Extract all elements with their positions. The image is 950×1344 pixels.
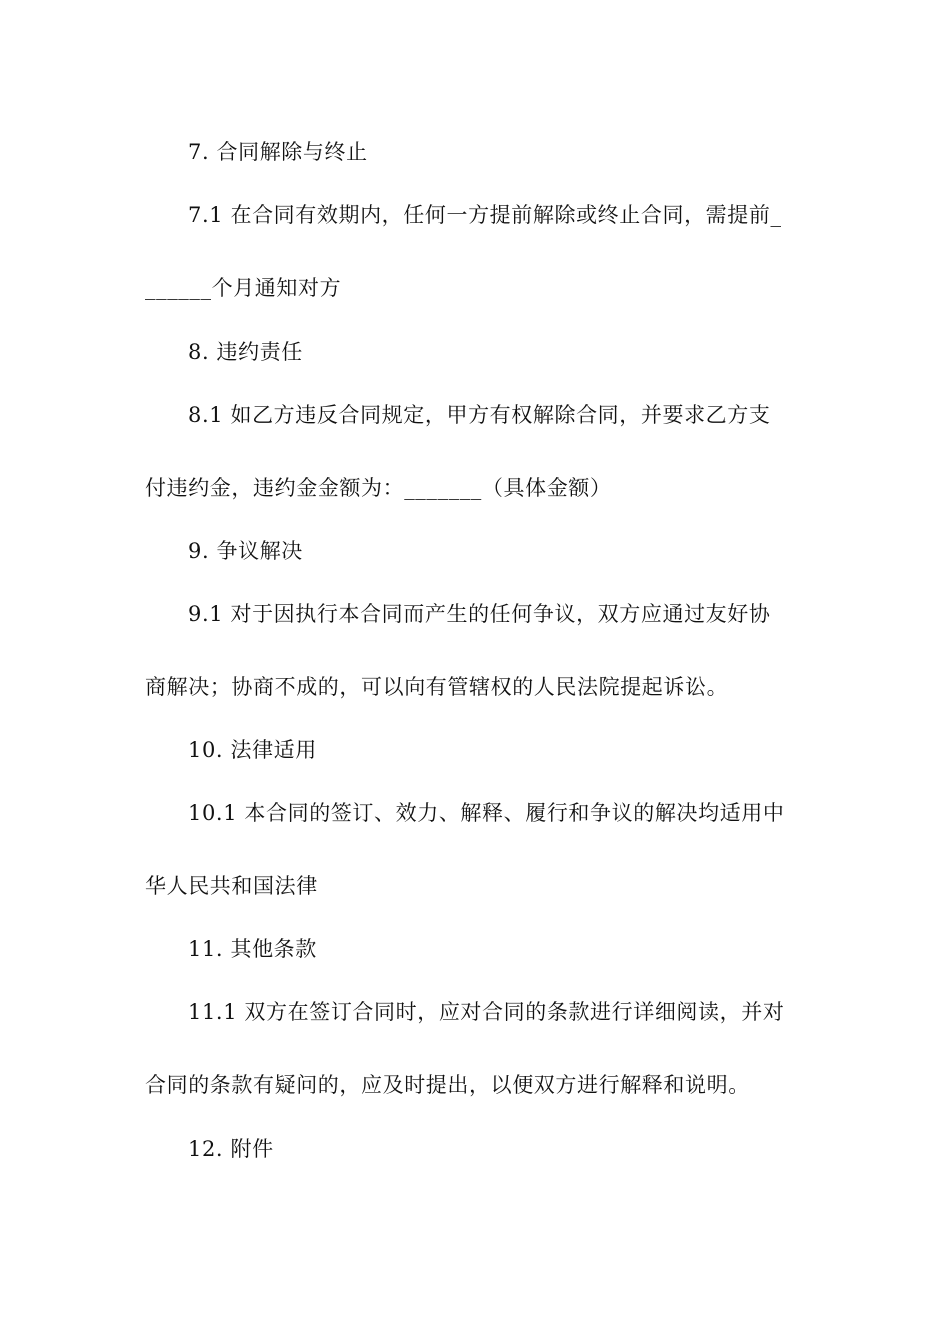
section-heading-8: 8. 违约责任 bbox=[188, 340, 303, 364]
section-heading-7: 7. 合同解除与终止 bbox=[188, 140, 368, 164]
clause-9-1-continued: 商解决；协商不成的，可以向有管辖权的人民法院提起诉讼。 bbox=[145, 675, 729, 699]
clause-11-1: 11.1 双方在签订合同时，应对合同的条款进行详细阅读，并对 bbox=[188, 1000, 785, 1024]
section-heading-10: 10. 法律适用 bbox=[188, 738, 317, 762]
clause-7-1: 7.1 在合同有效期内，任何一方提前解除或终止合同，需提前_ bbox=[188, 203, 782, 227]
clause-9-1: 9.1 对于因执行本合同而产生的任何争议，双方应通过友好协 bbox=[188, 602, 771, 626]
clause-10-1-continued: 华人民共和国法律 bbox=[145, 874, 318, 898]
section-heading-12: 12. 附件 bbox=[188, 1137, 274, 1161]
clause-8-1-continued: 付违约金，违约金金额为：_______（具体金额） bbox=[145, 476, 612, 500]
section-heading-9: 9. 争议解决 bbox=[188, 539, 303, 563]
section-heading-11: 11. 其他条款 bbox=[188, 937, 317, 961]
clause-8-1: 8.1 如乙方违反合同规定，甲方有权解除合同，并要求乙方支 bbox=[188, 403, 771, 427]
clause-7-1-continued: ______个月通知对方 bbox=[145, 276, 342, 300]
clause-11-1-continued: 合同的条款有疑问的，应及时提出，以便双方进行解释和说明。 bbox=[145, 1073, 750, 1097]
clause-10-1: 10.1 本合同的签订、效力、解释、履行和争议的解决均适用中 bbox=[188, 801, 785, 825]
